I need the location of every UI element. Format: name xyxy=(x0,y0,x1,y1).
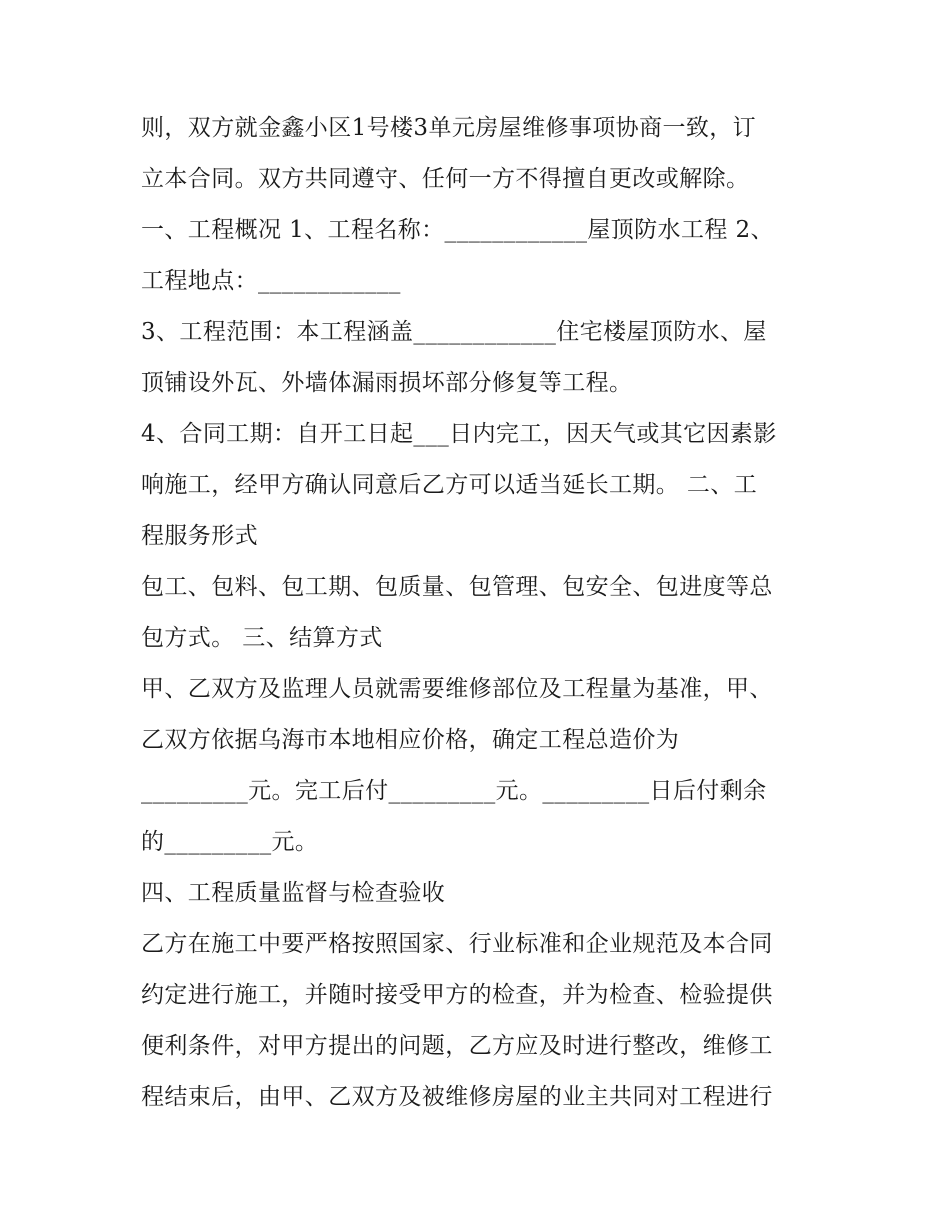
text-line: 顶铺设外瓦、外墙体漏雨损坏部分修复等工程。 xyxy=(141,370,633,396)
text-line: _________元。完工后付_________元。_________日后付剩余 xyxy=(141,778,767,804)
text-line: 4、合同工期：自开工日起___日内完工，因天气或其它因素影 xyxy=(141,421,777,447)
section-heading-line: 程服务形式 xyxy=(141,523,258,549)
text-line: 工程地点：____________ xyxy=(141,268,401,294)
section-heading-line: 四、工程质量监督与检查验收 xyxy=(141,880,446,906)
text-line: 乙双方依据乌海市本地相应价格，确定工程总造价为 xyxy=(141,727,680,753)
text-line: 3、工程范围：本工程涵盖____________住宅楼屋顶防水、屋 xyxy=(141,319,767,345)
text-line: 约定进行施工，并随时接受甲方的检查，并为检查、检验提供 xyxy=(141,982,773,1008)
text-line: 响施工，经甲方确认同意后乙方可以适当延长工期。 二、工 xyxy=(141,472,758,498)
text-line: 包方式。 三、结算方式 xyxy=(141,625,383,651)
contract-body-text xyxy=(141,103,821,1123)
section-heading-line: 一、工程概况 1、工程名称：____________屋顶防水工程 2、 xyxy=(141,217,774,243)
text-line: 乙方在施工中要严格按照国家、行业标准和企业规范及本合同 xyxy=(141,931,773,957)
text-line: 便利条件，对甲方提出的问题，乙方应及时进行整改，维修工 xyxy=(141,1033,773,1059)
text-line: 甲、乙双方及监理人员就需要维修部位及工程量为基准，甲、 xyxy=(141,676,773,702)
text-line: 立本合同。双方共同遵守、任何一方不得擅自更改或解除。 xyxy=(141,166,750,192)
text-line: 程结束后，由甲、乙双方及被维修房屋的业主共同对工程进行 xyxy=(141,1084,773,1110)
text-line: 的_________元。 xyxy=(141,829,319,855)
text-line: 包工、包料、包工期、包质量、包管理、包安全、包进度等总 xyxy=(141,574,773,600)
text-line: 则，双方就金鑫小区1号楼3单元房屋维修事项协商一致，订 xyxy=(141,115,757,141)
